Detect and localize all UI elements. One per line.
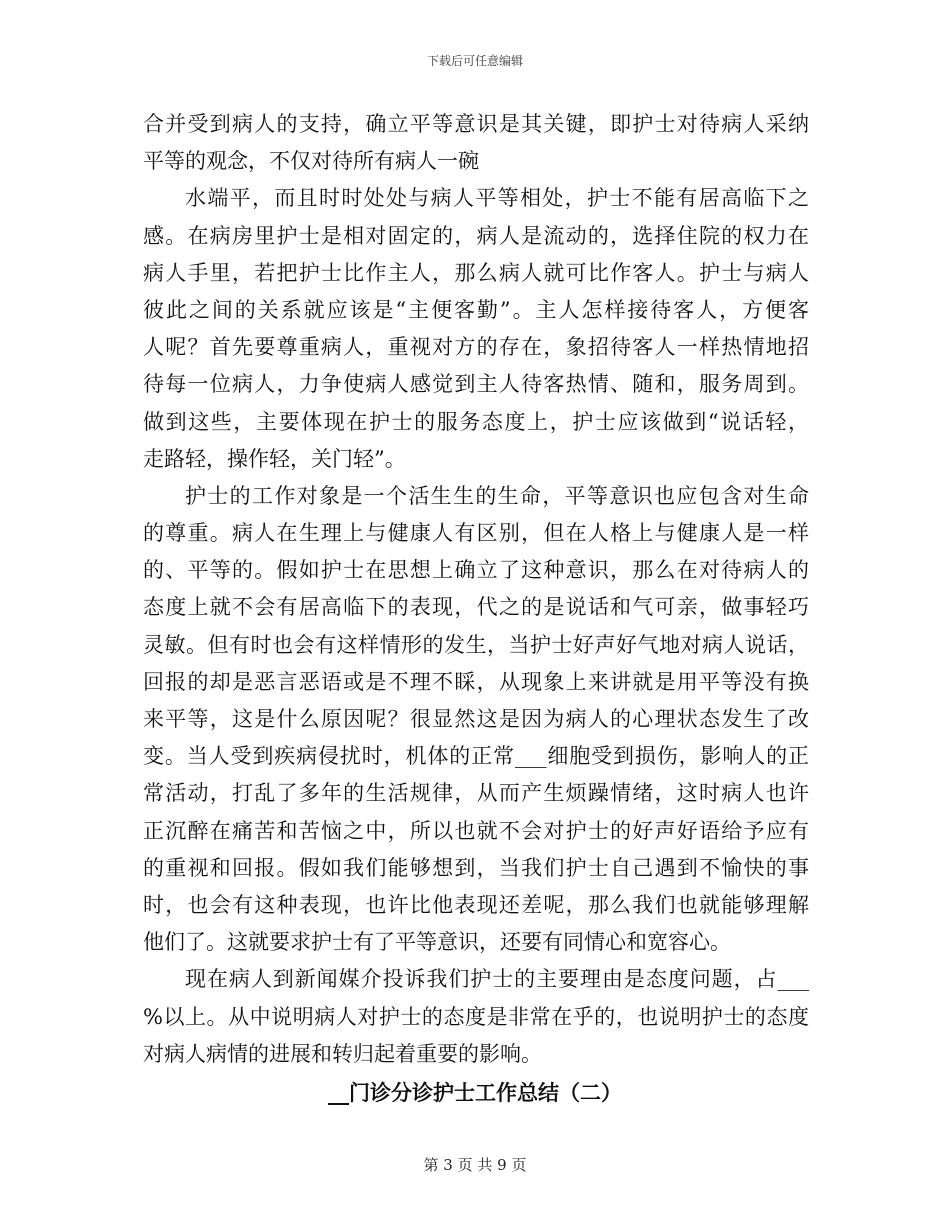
text-line: 的、平等的。假如护士在思想上确立了这种意识，那么在对待病人的 [143, 558, 809, 583]
text-line: 的尊重。病人在生理上与健康人有区别，但在人格上与健康人是一样 [143, 521, 809, 546]
text-line: 对病人病情的进展和转归起着重要的影响。 [143, 1041, 542, 1066]
text-line: 平等的观念，不仅对待所有病人一碗 [143, 149, 479, 174]
text-line: 来平等，这是什么原因呢？很显然这是因为病人的心理状态发生了改 [143, 707, 809, 731]
text-line: 护士的工作对象是一个活生生的生命，平等意识也应包含对生命 [185, 483, 809, 508]
text-line: 现在病人到新闻媒介投诉我们护士的主要理由是态度问题，占___ [185, 967, 809, 992]
text-line: 常活动，打乱了多年的生活规律，从而产生烦躁情绪，这时病人也许 [143, 781, 809, 806]
text-line: 回报的却是恶言恶语或是不理不睬，从现象上来讲就是用平等没有换 [143, 669, 809, 694]
text-line: 的重视和回报。假如我们能够想到，当我们护士自己遇到不愉快的事 [143, 855, 809, 880]
text-line: 做到这些，主要体现在护士的服务态度上，护士应该做到“说话轻， [143, 409, 809, 434]
page-header: 下载后可任意编辑 [426, 54, 523, 68]
text-line: 正沉醉在痛苦和苦恼之中，所以也就不会对护士的好声好语给予应有 [143, 818, 809, 843]
text-line: 病人手里，若把护士比作主人，那么病人就可比作客人。护士与病人 [143, 260, 809, 285]
text-line: 彼此之间的关系就应该是“主便客勤”。主人怎样接待客人，方便客 [143, 297, 809, 322]
text-line: 灵敏。但有时也会有这样情形的发生，当护士好声好气地对病人说话， [143, 632, 809, 657]
text-line: 合并受到病人的支持，确立平等意识是其关键，即护士对待病人采纳 [143, 112, 809, 136]
text-line: 走路轻，操作轻，关门轻”。 [143, 446, 406, 471]
text-line: %以上。从中说明病人对护士的态度是非常在乎的，也说明护士的态度 [143, 1004, 809, 1029]
text-line: 感。在病房里护士是相对固定的，病人是流动的，选择住院的权力在 [143, 223, 809, 248]
body-text [143, 106, 809, 1073]
text-line: 人呢？首先要尊重病人，重视对方的存在，象招待客人一样热情地招 [143, 335, 809, 360]
text-line: 态度上就不会有居高临下的表现，代之的是说话和气可亲，做事轻巧 [143, 595, 809, 620]
section-heading: __门诊分诊护士工作总结（二） [328, 1081, 622, 1105]
page-footer: 第 3 页 共 9 页 [423, 1156, 527, 1174]
text-line: 水端平，而且时时处处与病人平等相处，护士不能有居高临下之 [185, 186, 809, 211]
text-line: 变。当人受到疾病侵扰时，机体的正常___细胞受到损伤，影响人的正 [143, 744, 809, 769]
text-line: 时，也会有这种表现，也许比他表现还差呢，那么我们也就能够理解 [143, 892, 809, 917]
text-line: 他们了。这就要求护士有了平等意识，还要有同情心和宽容心。 [143, 930, 731, 955]
text-line: 待每一位病人，力争使病人感觉到主人待客热情、随和，服务周到。 [143, 372, 809, 397]
